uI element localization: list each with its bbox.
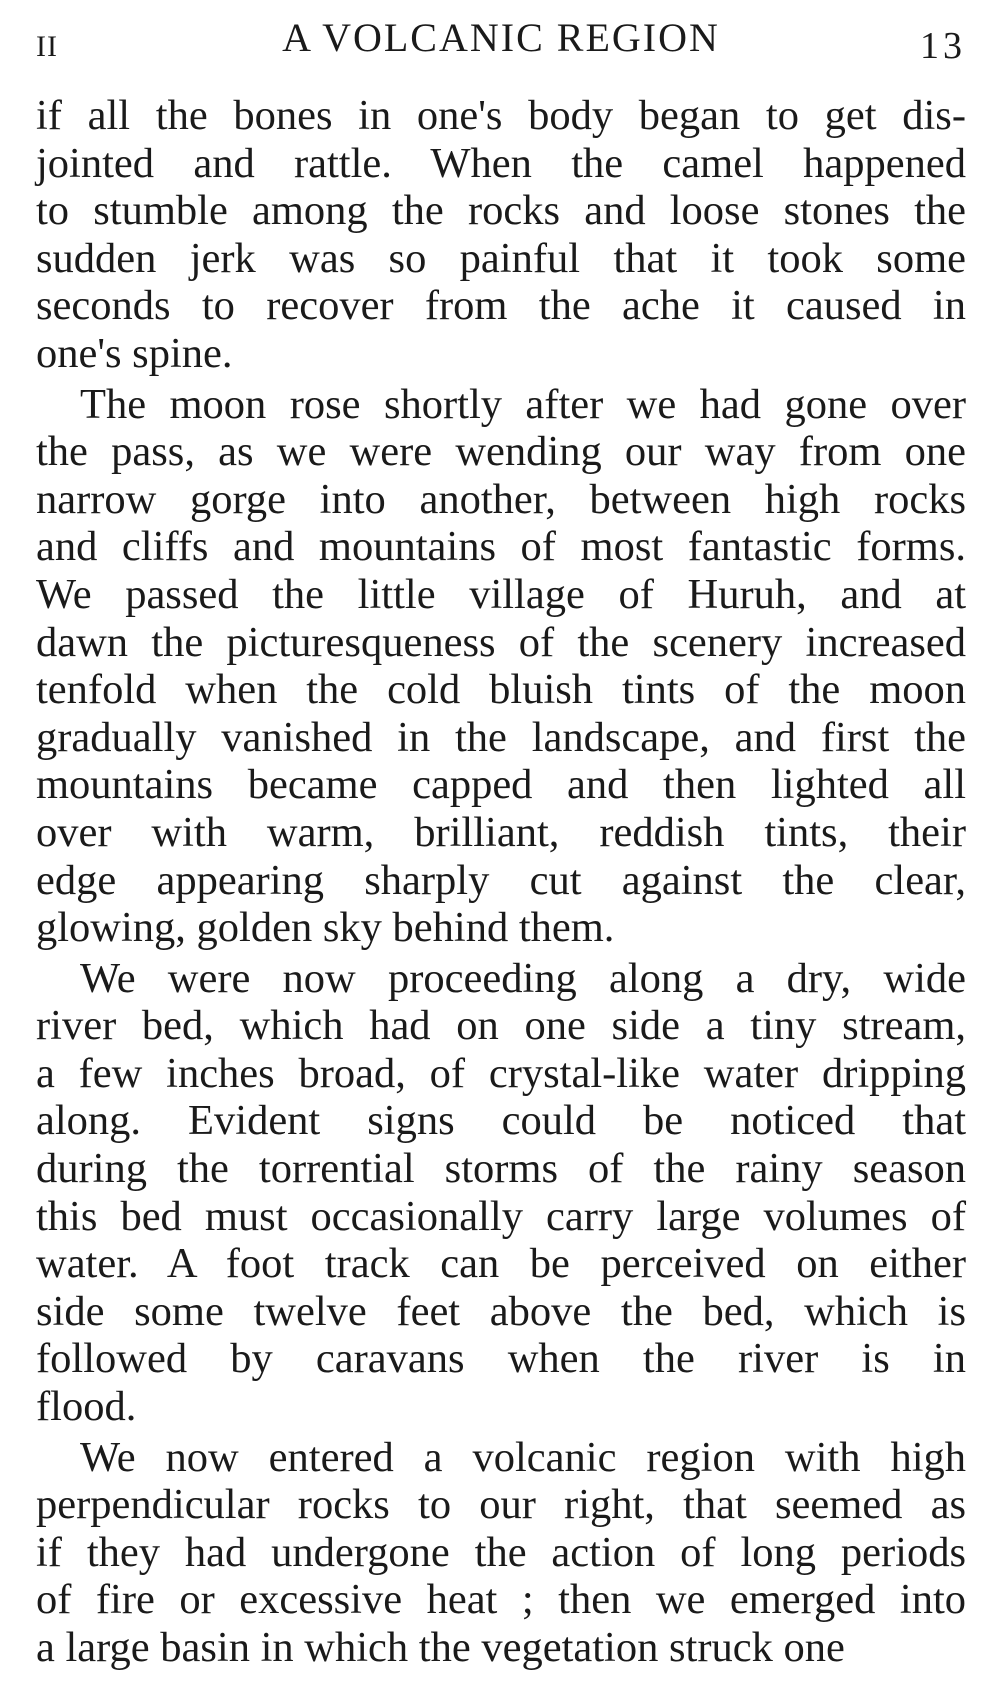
text-line: tenfold when the cold bluish tints of the moon bbox=[36, 666, 966, 714]
running-header bbox=[36, 10, 966, 70]
text-line: gradually vanished in the landscape, and first the bbox=[36, 713, 966, 761]
paragraph bbox=[36, 955, 966, 1431]
text-line: this bed must occasionally carry large volumes of bbox=[36, 1192, 966, 1240]
text-line: We now entered a volcanic region with high bbox=[80, 1433, 966, 1481]
text-line: if they had undergone the action of long periods bbox=[36, 1528, 966, 1576]
text-line: and cliffs and mountains of most fantastic forms. bbox=[36, 523, 966, 571]
text-line: the pass, as we were wending our way from one bbox=[36, 428, 966, 476]
text-line: during the torrential storms of the rainy season bbox=[36, 1145, 966, 1193]
text-line: perpendicular rocks to our right, that seemed as bbox=[36, 1481, 966, 1529]
text-line: jointed and rattle. When the camel happened bbox=[36, 139, 966, 187]
text-line: glowing, golden sky behind them. bbox=[36, 904, 615, 952]
text-line: edge appearing sharply cut against the clear, bbox=[36, 856, 966, 904]
text-line: narrow gorge into another, between high rocks bbox=[36, 475, 966, 523]
text-line: if all the bones in one's body began to get dis- bbox=[36, 92, 966, 139]
text-line: sudden jerk was so painful that it took some bbox=[36, 234, 966, 282]
text-line: a few inches broad, of crystal-like water dripping bbox=[36, 1049, 966, 1097]
text-line: side some twelve feet above the bed, which is bbox=[36, 1287, 966, 1335]
running-title: A VOLCANIC REGION bbox=[282, 15, 720, 60]
text-line: river bed, which had on one side a tiny stream, bbox=[36, 1002, 966, 1050]
page-body bbox=[36, 92, 966, 1672]
text-line: a large basin in which the vegetation struck one bbox=[36, 1624, 845, 1671]
text-line: to stumble among the rocks and loose stones the bbox=[36, 187, 966, 235]
paragraph bbox=[36, 1434, 966, 1672]
text-line: dawn the picturesqueness of the scenery increased bbox=[36, 618, 966, 666]
text-line: seconds to recover from the ache it caused in bbox=[36, 282, 966, 330]
page-number: 13 bbox=[920, 25, 966, 67]
text-line: followed by caravans when the river is in bbox=[36, 1335, 966, 1383]
paragraph bbox=[36, 92, 966, 378]
text-line: of fire or excessive heat ; then we emerged into bbox=[36, 1576, 966, 1624]
text-line: flood. bbox=[36, 1383, 137, 1431]
paragraph bbox=[36, 381, 966, 952]
text-line: over with warm, brilliant, reddish tints, their bbox=[36, 808, 966, 856]
text-line: water. A foot track can be perceived on either bbox=[36, 1240, 966, 1288]
text-line: one's spine. bbox=[36, 329, 233, 377]
text-line: We were now proceeding along a dry, wide bbox=[80, 954, 966, 1002]
text-line: mountains became capped and then lighted all bbox=[36, 761, 966, 809]
text-line: along. Evident signs could be noticed that bbox=[36, 1097, 966, 1145]
chapter-number: II bbox=[36, 30, 58, 63]
text-line: We passed the little village of Huruh, and at bbox=[36, 570, 966, 618]
text-line: The moon rose shortly after we had gone over bbox=[80, 380, 966, 428]
